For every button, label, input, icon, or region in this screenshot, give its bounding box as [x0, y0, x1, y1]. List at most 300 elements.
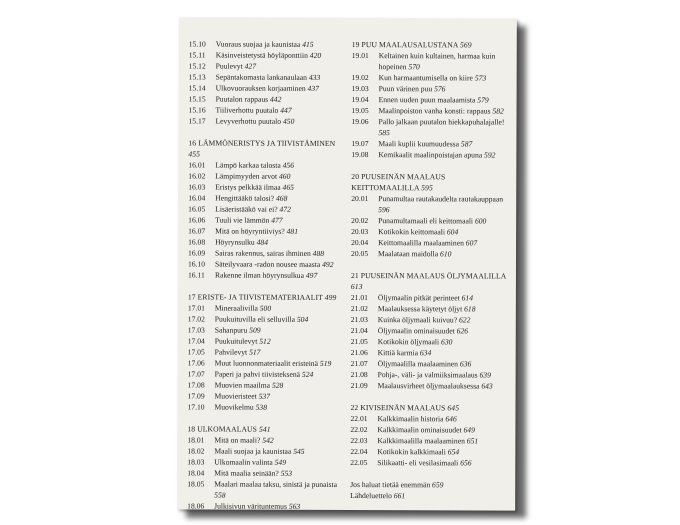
entry-title	[378, 358, 511, 369]
entry-number: 21.09	[350, 381, 368, 391]
toc-entry	[350, 424, 510, 436]
entry-title	[378, 116, 511, 138]
entry-page-number: 553	[280, 468, 293, 478]
entry-number: 17.06	[187, 358, 205, 368]
entry-page-number: 488	[312, 248, 325, 258]
entry-title	[214, 479, 347, 501]
toc-entry	[187, 456, 347, 468]
toc-entry	[188, 247, 348, 259]
entry-page-number: 596	[378, 205, 390, 215]
toc-entry	[188, 159, 348, 171]
toc-entry	[351, 292, 511, 304]
entry-title	[215, 171, 348, 182]
toc-entry	[351, 116, 511, 139]
entry-number: 19.08	[351, 150, 369, 160]
entry-page-number: 549	[274, 457, 287, 467]
section-page-number: 541	[258, 424, 271, 434]
entry-number: 20.02	[351, 216, 369, 226]
entry-title	[216, 94, 349, 105]
entry-page-number: 656	[460, 458, 472, 468]
entry-title-text: Sairas rakennus, sairas ihminen	[215, 248, 311, 258]
entry-page-number: 576	[434, 84, 446, 94]
entry-title-text: Maalataan maidolla	[378, 249, 439, 259]
entry-title	[215, 215, 348, 226]
entry-number: 22.04	[350, 447, 368, 457]
entry-title-text: Höyrynsulku	[215, 237, 255, 247]
entry-title	[215, 160, 348, 171]
section-page-number: 499	[324, 292, 337, 302]
entry-number: 22.01	[350, 414, 368, 424]
entry-number: 18.04	[187, 468, 205, 478]
entry-title	[215, 248, 348, 259]
entry-page-number: 427	[244, 61, 257, 71]
entry-title-text: Käsinveistetystä höyläponttiin	[215, 50, 308, 60]
entry-title-text: Kotikokin öljymaali	[377, 337, 440, 347]
entry-number: 22.02	[350, 425, 368, 435]
toc-entry	[188, 346, 348, 358]
entry-page-number: 456	[282, 160, 295, 170]
left-column	[187, 38, 349, 510]
toc-section	[351, 270, 511, 392]
entry-title-text: Mineraalivilla	[214, 303, 258, 313]
entry-title-text: Punamultaa rautakaudelta rautakauppaan	[378, 194, 504, 204]
entry-title	[378, 237, 511, 248]
entry-title	[215, 391, 348, 402]
entry-title	[378, 226, 511, 237]
entry-title-text: Mitä on höyryntiiviys?	[215, 226, 285, 236]
entry-number: 20.05	[351, 249, 369, 259]
entry-title-text: Maalauksessa käytetyt öljyt	[377, 304, 463, 314]
toc-entry	[352, 72, 512, 84]
entry-title-text: Paperi ja pahvi tiivisteksenä	[214, 369, 301, 379]
entry-page-number: 524	[301, 369, 314, 379]
entry-title-text: Tiiliverhottu puutalo	[215, 105, 279, 115]
entry-title	[379, 83, 512, 94]
right-column	[350, 39, 512, 502]
entry-page-number: 437	[307, 83, 319, 93]
entry-title-text: Puulevyt	[215, 61, 243, 71]
toc-section	[188, 137, 348, 281]
entry-title-text: Säteilyvaara -radon nousee maasta	[214, 259, 321, 269]
entry-title-text: Kotikokin kalkkimaali	[377, 447, 446, 457]
entry-title	[215, 369, 348, 380]
entry-title	[216, 83, 349, 94]
toc-entry	[187, 434, 347, 446]
entry-page-number: 415	[302, 39, 314, 49]
entry-title-text: Lämpö karkaa talosta	[215, 160, 281, 170]
section-heading	[351, 270, 511, 293]
entry-title	[378, 248, 511, 259]
entry-title-text: Vuoraus suojaa ja kaunistaa	[215, 39, 301, 49]
entry-number: 15.13	[188, 72, 206, 82]
toc-entry	[350, 435, 510, 447]
entry-title-text: Maalausvirheet öljymaalauksessa	[377, 381, 480, 391]
toc-entry	[187, 500, 347, 510]
entry-title	[215, 358, 348, 369]
entry-title-text: Kalkkimaalilla maalaaminen	[377, 436, 465, 446]
entry-page-number: 654	[447, 447, 460, 457]
toc-entry	[188, 269, 348, 281]
entry-title-text: Hengittääkö talosi?	[215, 193, 275, 203]
entry-title-text: Ulkomaalin valinta	[214, 457, 273, 467]
entry-title-text: Öljymaalin pitkät perinteet	[377, 293, 460, 303]
entry-title	[215, 303, 348, 314]
entry-page-number: 447	[280, 105, 292, 115]
toc-entry	[189, 104, 349, 116]
entry-page-number: 592	[484, 150, 496, 160]
entry-number: 16.01	[188, 160, 206, 170]
entry-number: 17.03	[187, 325, 205, 335]
entry-number: 18.01	[187, 435, 205, 445]
entry-number: 16.10	[187, 259, 206, 269]
section-heading	[187, 423, 347, 435]
entry-title-text: Muovieristeet	[214, 391, 257, 401]
book-page	[177, 17, 517, 510]
entry-title-text: Puutalon rappaus	[215, 94, 269, 104]
toc-entry	[350, 446, 510, 458]
entry-title	[214, 457, 347, 468]
toc-entry	[188, 192, 348, 204]
toc-entry	[189, 93, 349, 105]
entry-title-text: Sahanpuru	[214, 325, 248, 335]
entry-page-number: 497	[305, 270, 318, 280]
entry-title	[215, 325, 348, 336]
entry-page-number: 643	[481, 381, 493, 391]
entry-number: 16.07	[188, 226, 206, 236]
entry-title	[378, 347, 511, 358]
entry-title	[378, 193, 511, 215]
entry-number: 15.12	[188, 61, 206, 71]
entry-page-number: 442	[269, 94, 282, 104]
entry-page-number: 618	[464, 304, 476, 314]
section-page-number: 569	[459, 40, 472, 50]
entry-number: 16.04	[188, 193, 206, 203]
entry-number: 17.08	[187, 380, 205, 390]
entry-title	[377, 446, 510, 457]
entry-title	[215, 259, 348, 270]
entry-number: 17.02	[187, 314, 205, 324]
toc-entry	[351, 215, 511, 227]
entry-page-number: 450	[282, 116, 295, 126]
entry-page-number: 477	[271, 215, 283, 225]
entry-page-number: 517	[249, 347, 261, 357]
entry-title-text: Ulkovuorauksen korjaaminen	[215, 83, 306, 93]
entry-page-number: 610	[440, 249, 452, 259]
toc-section	[187, 423, 347, 510]
entry-page-number: 509	[249, 325, 261, 335]
entry-title	[378, 149, 511, 160]
entry-page-number: 500	[259, 303, 272, 313]
entry-title-text: Muut luonnonmateriaalit eristeinä	[214, 358, 319, 368]
entry-page-number: 604	[446, 227, 459, 237]
toc-section	[351, 171, 511, 260]
toc-entry	[351, 325, 511, 337]
section-heading	[188, 137, 348, 160]
entry-title-text: Kun harmaantumisella on kiire	[378, 73, 473, 83]
toc-entry	[351, 314, 511, 326]
entry-title-text: Öljymaalilla maalaaminen	[377, 359, 459, 369]
toc-entry	[189, 49, 349, 61]
section-page-number: 595	[421, 183, 433, 193]
entry-page-number: 570	[408, 62, 420, 72]
entry-page-number: 573	[474, 73, 487, 83]
entry-number: 16.05	[188, 204, 206, 214]
toc-section	[351, 39, 511, 161]
entry-title-text: Kuinka öljymaali kuivuu?	[377, 315, 458, 325]
entry-number: 15.17	[188, 116, 206, 126]
entry-number: 19.02	[351, 73, 369, 83]
entry-number: 22.03	[350, 436, 368, 446]
entry-number: 20.03	[351, 227, 369, 237]
section-heading-text: 19 PUU MAALAUSALUSTANA	[351, 40, 459, 50]
entry-number: 17.04	[187, 336, 205, 346]
entry-number: 21.07	[350, 359, 368, 369]
entry-page-number: 504	[296, 314, 309, 324]
toc-entry	[188, 115, 348, 127]
toc-entry	[352, 50, 512, 73]
entry-page-number: 634	[419, 348, 432, 358]
entry-title	[215, 116, 348, 127]
toc-entry	[188, 335, 348, 347]
entry-page-number: 563	[288, 501, 301, 511]
entry-page-number: 528	[271, 380, 284, 390]
note-page-number: 659	[432, 480, 444, 490]
toc-entry	[187, 467, 347, 479]
entry-title-text: Puukuitulevyt	[214, 336, 258, 346]
entry-title	[378, 303, 511, 314]
entry-page-number: 607	[465, 238, 478, 248]
toc-entry	[351, 358, 511, 370]
toc-section	[187, 291, 347, 413]
toc-entry	[188, 225, 348, 237]
entry-page-number: 484	[256, 237, 269, 247]
entry-page-number: 626	[456, 326, 469, 336]
toc-section	[350, 402, 510, 469]
entry-title	[216, 105, 349, 116]
entry-title	[378, 380, 511, 391]
section-heading	[188, 291, 348, 303]
entry-title	[215, 380, 348, 391]
entry-title-text: Eristys pelkkää ilmaa	[215, 182, 281, 192]
entry-title	[378, 138, 511, 149]
toc-entry	[351, 303, 511, 315]
entry-title-text: Puukuituvilla eli selluvilla	[214, 314, 295, 324]
section-page-number: 455	[188, 149, 201, 159]
toc-entry	[188, 203, 348, 215]
toc-note	[350, 490, 510, 502]
entry-title	[214, 446, 347, 457]
entry-title-text: Kotikokin keittomaali	[378, 227, 445, 237]
entry-page-number: 622	[458, 315, 471, 325]
entry-page-number: 582	[492, 106, 504, 116]
entry-number: 19.04	[351, 95, 369, 105]
entry-number: 16.03	[188, 182, 206, 192]
section-heading	[350, 402, 510, 414]
entry-number: 17.09	[187, 391, 205, 401]
entry-title-text: Muovikelmu	[214, 402, 254, 412]
entry-title-text: Maali suojaa ja kaunistaa	[214, 446, 292, 456]
toc-entry	[351, 248, 511, 260]
entry-number: 21.05	[350, 337, 368, 347]
entry-title	[215, 182, 348, 193]
entry-number: 21.03	[350, 315, 368, 325]
entry-title	[377, 424, 510, 435]
entry-title	[378, 314, 511, 325]
toc-entry	[187, 445, 347, 457]
entry-number: 16.11	[187, 270, 205, 280]
entry-title	[214, 468, 347, 479]
entry-page-number: 538	[255, 402, 268, 412]
entry-page-number: 587	[460, 139, 473, 149]
entry-number: 18.05	[187, 479, 205, 489]
toc-entry	[351, 226, 511, 238]
section-heading-text: 22 KIVISEINÄN MAALAUS	[350, 403, 446, 413]
toc-entry	[352, 83, 512, 95]
entry-page-number: 460	[278, 171, 291, 181]
section-heading-text: 20 PUUSEINÄN MAALAUS KEITTOMAALILLA	[351, 172, 446, 193]
toc-entry	[189, 82, 349, 94]
entry-title-text: Tuuli vie lämmön	[215, 215, 270, 225]
entry-title-text: Maalinpoiston vanha konsti: rappaus	[378, 106, 491, 116]
entry-title	[215, 237, 348, 248]
toc-entry	[188, 357, 348, 369]
section-heading-text: 17 ERISTE- JA TIIVISTEMATERIAALIT	[187, 292, 323, 302]
toc-entry	[187, 478, 347, 501]
entry-number: 15.14	[188, 83, 206, 93]
entry-number: 17.05	[187, 347, 205, 357]
entry-page-number: 519	[319, 358, 332, 368]
entry-page-number: 636	[459, 359, 472, 369]
toc-entry	[351, 380, 511, 392]
toc-entry	[188, 302, 348, 314]
toc-entry	[189, 60, 349, 72]
entry-page-number: 558	[214, 490, 226, 500]
toc-entry	[188, 170, 348, 182]
entry-number: 15.11	[188, 50, 206, 60]
section-heading-text: 16 LÄMMÖNERISTYS JA TIIVISTÄMINEN	[188, 138, 336, 148]
entry-title-text: Maali kuplii kuumuudessa	[378, 139, 460, 149]
note-text: Lähdeluettelo	[350, 491, 392, 501]
entry-title-text: Ennen uuden puun maalaamista	[378, 95, 476, 105]
entry-page-number: 472	[279, 204, 291, 214]
entry-title	[379, 72, 512, 83]
toc-entry	[351, 237, 511, 249]
toc-entry	[188, 379, 348, 391]
entry-page-number: 433	[308, 72, 321, 82]
entry-title-text: Pallo jalkaan puutalon hiekkapuhalajalle!	[378, 117, 505, 127]
toc-entry	[352, 94, 512, 106]
entry-number: 15.15	[188, 94, 206, 104]
entry-title	[214, 402, 347, 413]
section-heading	[352, 39, 512, 51]
section-page-number: 645	[447, 403, 460, 413]
entry-title	[216, 72, 349, 83]
entry-title-text: Lämpimyyden arvot	[215, 171, 278, 181]
entry-title-text: Maalari maalaa taksu, sinistä ja punaista	[214, 479, 337, 489]
entry-title	[377, 413, 510, 424]
entry-number: 21.02	[350, 304, 368, 314]
toc-entry	[352, 105, 512, 117]
entry-title	[216, 39, 349, 50]
entry-title	[215, 314, 348, 325]
section-heading-text: 21 PUUSEINÄN MAALAUS ÖLJYMAALILLA	[350, 271, 506, 281]
entry-number: 17.07	[187, 369, 205, 379]
entry-number: 16.08	[188, 237, 206, 247]
entry-page-number: 465	[282, 182, 294, 192]
entry-title-text: Julkisivun värituntemus	[214, 501, 287, 511]
toc-entry	[351, 369, 511, 381]
entry-number: 20.01	[351, 194, 369, 204]
entry-title	[378, 369, 511, 380]
toc-entry	[351, 336, 511, 348]
entry-number: 17.10	[187, 402, 205, 412]
entry-page-number: 512	[259, 336, 271, 346]
toc-entry	[188, 258, 348, 270]
toc-entry	[189, 71, 349, 83]
entry-title	[377, 457, 510, 468]
entry-page-number: 542	[262, 435, 274, 445]
entry-page-number: 630	[441, 337, 453, 347]
entry-page-number: 651	[466, 436, 479, 446]
entry-page-number: 420	[309, 50, 322, 60]
entry-number: 21.08	[350, 370, 368, 380]
entry-title-text: Öljymaalin ominaisuudet	[377, 326, 455, 336]
entry-page-number: 585	[378, 128, 390, 138]
entry-page-number: 639	[479, 370, 491, 380]
toc-entry	[187, 401, 347, 413]
toc-note	[350, 479, 510, 491]
entry-number: 18.06	[187, 501, 205, 511]
entry-page-number: 468	[275, 193, 288, 203]
entry-title	[214, 501, 347, 511]
entry-title-text: Pohja-, väli- ja valmiiksimaalaus	[377, 370, 478, 380]
entry-title-text: Kittiä karmia	[377, 348, 418, 358]
toc-entry	[350, 457, 510, 469]
toc-entry	[188, 324, 348, 336]
entry-title-text: Silikaatti- eli vesilasimaali	[377, 458, 459, 468]
toc-entry	[188, 214, 348, 226]
entry-title	[378, 325, 511, 336]
entry-title	[378, 215, 511, 226]
entry-page-number: 649	[463, 425, 475, 435]
entry-title	[377, 435, 510, 446]
entry-page-number: 579	[477, 95, 489, 105]
entry-number: 21.06	[350, 348, 368, 358]
toc-entry	[188, 181, 348, 193]
entry-title-text: Punamultamaali eli keittomaali	[378, 216, 474, 226]
entry-title-text: Levyverhottu puutalo	[215, 116, 282, 126]
toc-section	[188, 38, 348, 127]
entry-title-text: Mitä on maali?	[214, 435, 261, 445]
entry-title-text: Mitä maalia seinään?	[214, 468, 279, 478]
entry-title-text: Pahvilevyt	[214, 347, 248, 357]
entry-title	[215, 193, 348, 204]
entry-title-text: Rakenne ilman höyrynsulkua	[214, 270, 304, 280]
entry-number: 19.07	[351, 139, 369, 149]
entry-title	[379, 105, 512, 116]
entry-page-number: 614	[461, 293, 474, 303]
toc-entry	[351, 193, 511, 216]
entry-title-text: Kemikaalit maalinpoistajan apuna	[378, 150, 483, 160]
toc-entry	[351, 347, 511, 359]
entry-page-number: 646	[445, 414, 457, 424]
entry-title	[379, 50, 512, 72]
entry-page-number: 481	[286, 226, 299, 236]
section-heading	[351, 171, 511, 194]
note-page-number: 661	[393, 491, 406, 501]
entry-title-text: Kalkkimaalin historia	[377, 414, 444, 424]
entry-number: 21.01	[350, 293, 368, 303]
